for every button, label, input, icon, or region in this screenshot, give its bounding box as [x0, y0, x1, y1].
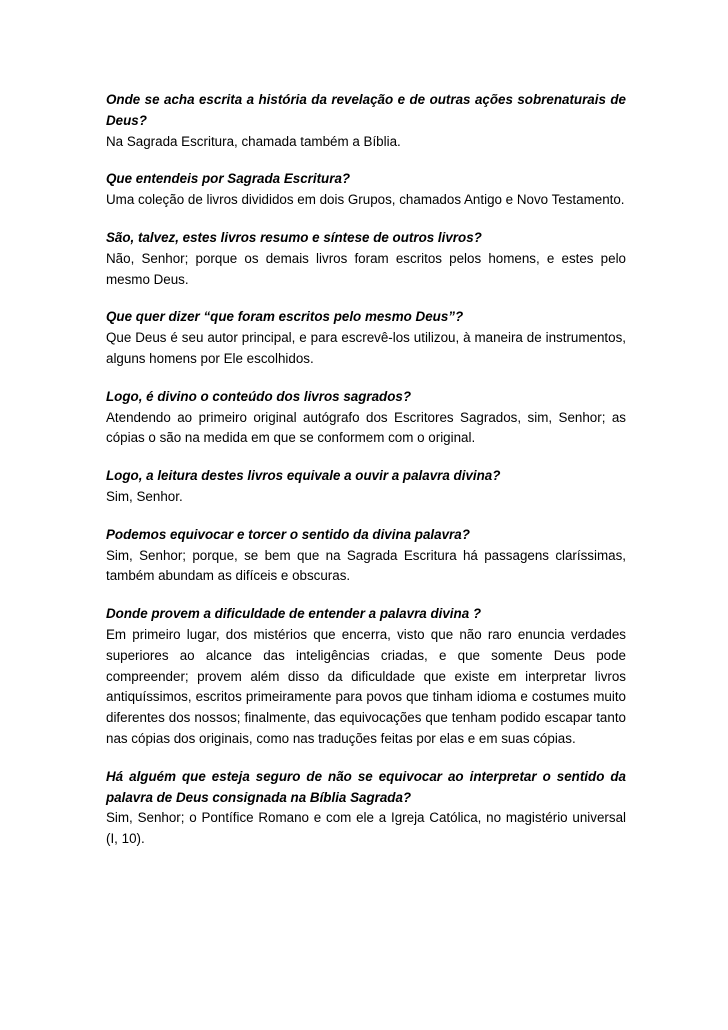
qa-block: [106, 90, 626, 152]
document-page: [106, 90, 626, 867]
question-text: Que quer dizer “que foram escritos pelo mesmo Deus”?: [106, 309, 464, 325]
question-text: Logo, é divino o conteúdo dos livros sagrados?: [106, 388, 412, 404]
answer-text: Sim, Senhor; porque, se bem que na Sagrada Escritura há passagens claríssimas, também abundam as difíceis e obscuras.: [106, 547, 626, 584]
answer-text: Na Sagrada Escritura, chamada também a Bíblia.: [106, 133, 401, 149]
qa-block: [106, 466, 626, 508]
question-text: Há alguém que esteja seguro de não se equivocar ao interpretar o sentido da palavra de Deus consignada na Bíblia Sagrada?: [106, 768, 626, 805]
qa-block: [106, 307, 626, 369]
answer-text: Que Deus é seu autor principal, e para escrevê-los utilizou, à maneira de instrumentos, alguns homens por Ele escolhidos.: [106, 330, 626, 366]
question-text: Logo, a leitura destes livros equivale a ouvir a palavra divina?: [106, 468, 501, 484]
answer-text: Não, Senhor; porque os demais livros foram escritos pelos homens, e estes pelo mesmo Deus.: [106, 250, 626, 287]
answer-text: Sim, Senhor; o Pontífice Romano e com ele a Igreja Católica, no magistério universal (I, 10).: [106, 810, 626, 847]
answer-text: Sim, Senhor.: [106, 488, 183, 504]
qa-block: [106, 525, 626, 587]
qa-block: [106, 169, 626, 211]
answer-text: Em primeiro lugar, dos mistérios que encerra, visto que não raro enuncia verdades superiores ao alcance das inteligências criadas, e que somente Deus pode compreender; provem além disso da dificuldade que existe em interpretar livros antiquíssimos, escritos primeiramente para povos que tinham idioma e costumes muito diferentes dos nossos; finalmente, das equivocações que tenham podido escapar tanto nas cópias dos originais, como nas traduções feitas por elas e em suas cópias.: [106, 626, 626, 746]
qa-block: [106, 387, 626, 449]
question-text: Onde se acha escrita a história da revelação e de outras ações sobrenaturais de Deus?: [106, 92, 626, 128]
qa-block: [106, 228, 626, 290]
qa-block: [106, 767, 626, 850]
answer-text: Uma coleção de livros divididos em dois Grupos, chamados Antigo e Novo Testamento.: [106, 192, 625, 208]
qa-block: [106, 604, 626, 750]
question-text: Podemos equivocar e torcer o sentido da divina palavra?: [106, 526, 470, 542]
question-text: São, talvez, estes livros resumo e síntese de outros livros?: [106, 229, 482, 245]
question-text: Que entendeis por Sagrada Escritura?: [106, 171, 351, 187]
answer-text: Atendendo ao primeiro original autógrafo dos Escritores Sagrados, sim, Senhor; as cópias o são na medida em que se conformem com o original.: [106, 409, 626, 446]
question-text: Donde provem a dificuldade de entender a palavra divina ?: [106, 606, 482, 622]
